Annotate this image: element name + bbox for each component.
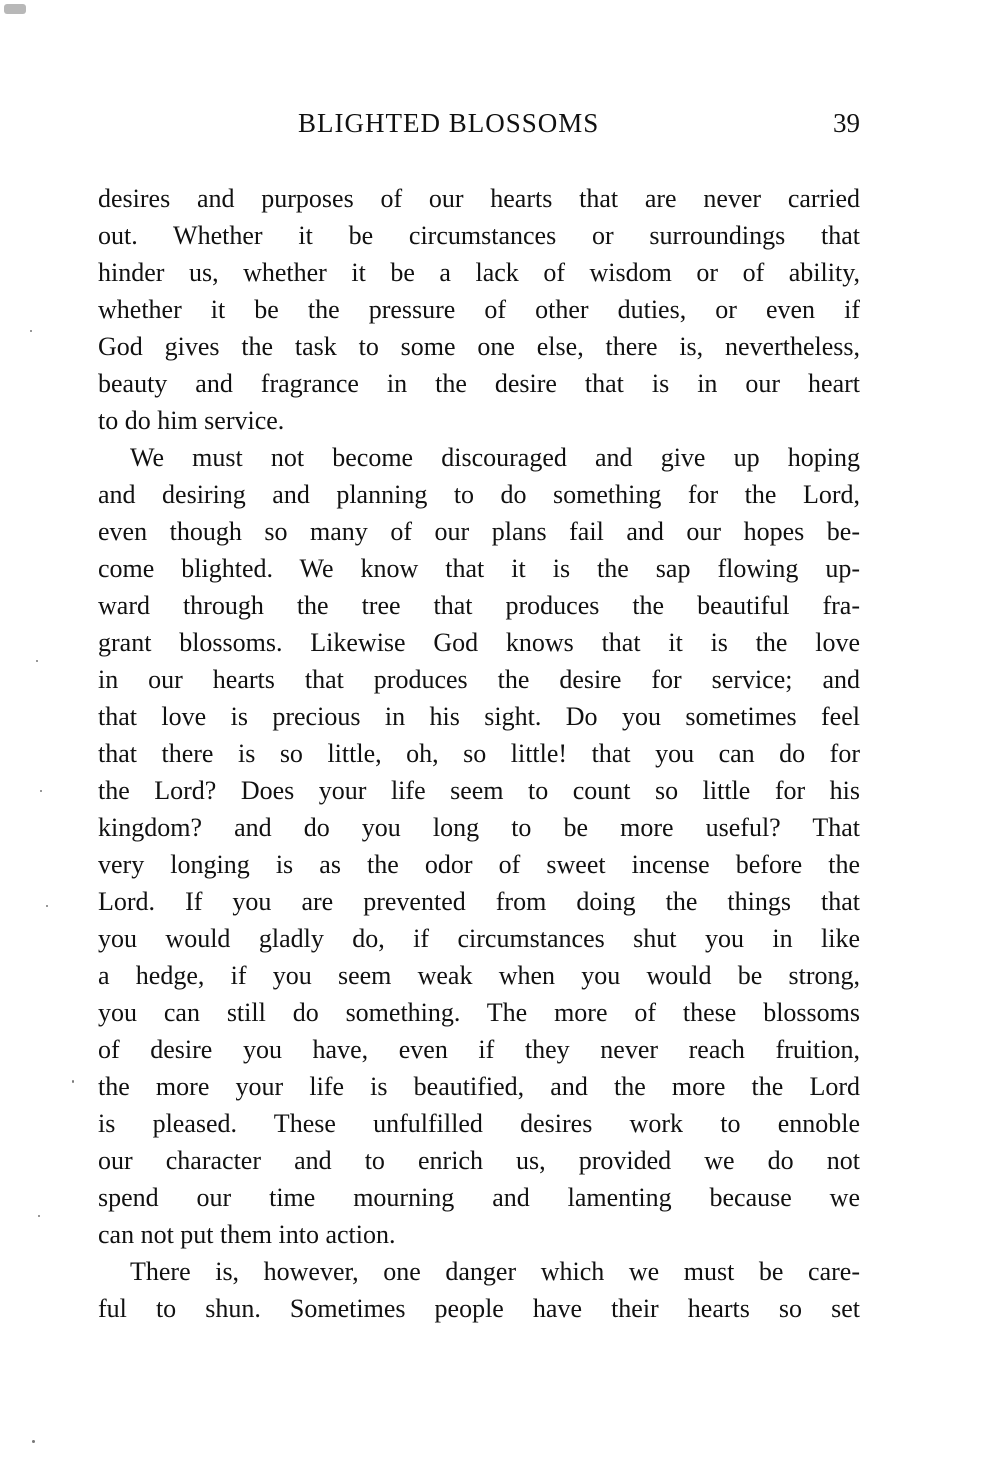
text-line: We must not become discouraged and give up hoping bbox=[130, 443, 860, 472]
text-line: beauty and fragrance in the desire that is in our heart bbox=[98, 369, 860, 398]
scan-speck bbox=[4, 4, 26, 14]
page-number: 39 bbox=[833, 108, 860, 138]
text-line: our character and to enrich us, provided we do not bbox=[98, 1146, 860, 1175]
scan-speck bbox=[72, 1080, 74, 1083]
text-line: that there is so little, oh, so little! that you can do for bbox=[98, 739, 860, 768]
text-line: whether it be the pressure of other duties, or even if bbox=[98, 295, 860, 324]
text-line: God gives the task to some one else, there is, nevertheless, bbox=[98, 332, 860, 361]
text-line: out. Whether it be circumstances or surroundings that bbox=[98, 221, 860, 250]
text-line: spend our time mourning and lamenting because we bbox=[98, 1183, 860, 1212]
body-text bbox=[98, 180, 860, 1327]
text-line: Lord. If you are prevented from doing the things that bbox=[98, 887, 860, 916]
text-line: kingdom? and do you long to be more useful? That bbox=[98, 813, 860, 842]
running-title: BLIGHTED BLOSSOMS bbox=[298, 108, 600, 138]
text-line: in our hearts that produces the desire for service; and bbox=[98, 665, 860, 694]
scan-speck bbox=[32, 1440, 35, 1443]
text-line: There is, however, one danger which we must be care- bbox=[130, 1257, 860, 1286]
text-line: come blighted. We know that it is the sap flowing up- bbox=[98, 554, 860, 583]
text-line: of desire you have, even if they never reach fruition, bbox=[98, 1035, 860, 1064]
text-line: ward through the tree that produces the beautiful fra- bbox=[98, 591, 860, 620]
text-line: the Lord? Does your life seem to count so little for his bbox=[98, 776, 860, 805]
text-line: you would gladly do, if circumstances shut you in like bbox=[98, 924, 860, 953]
scan-speck bbox=[46, 905, 48, 907]
scan-speck bbox=[36, 660, 38, 662]
text-line: a hedge, if you seem weak when you would be strong, bbox=[98, 961, 860, 990]
scan-speck bbox=[38, 1215, 40, 1217]
text-line: the more your life is beautified, and the more the Lord bbox=[98, 1072, 860, 1101]
text-line: to do him service. bbox=[98, 406, 285, 435]
text-line: desires and purposes of our hearts that are never carried bbox=[98, 184, 860, 213]
text-line: ful to shun. Sometimes people have their hearts so set bbox=[98, 1294, 860, 1323]
text-line: and desiring and planning to do something for the Lord, bbox=[98, 480, 860, 509]
text-line: you can still do something. The more of these blossoms bbox=[98, 998, 860, 1027]
text-line: very longing is as the odor of sweet incense before the bbox=[98, 850, 860, 879]
text-line: grant blossoms. Likewise God knows that it is the love bbox=[98, 628, 860, 657]
text-line: is pleased. These unfulfilled desires work to ennoble bbox=[98, 1109, 860, 1138]
text-line: even though so many of our plans fail and our hopes be- bbox=[98, 517, 860, 546]
page-header bbox=[98, 108, 860, 148]
text-line: that love is precious in his sight. Do you sometimes feel bbox=[98, 702, 860, 731]
scan-speck bbox=[30, 330, 32, 332]
text-line: can not put them into action. bbox=[98, 1220, 396, 1249]
scan-speck bbox=[40, 790, 42, 792]
text-line: hinder us, whether it be a lack of wisdom or of ability, bbox=[98, 258, 860, 287]
